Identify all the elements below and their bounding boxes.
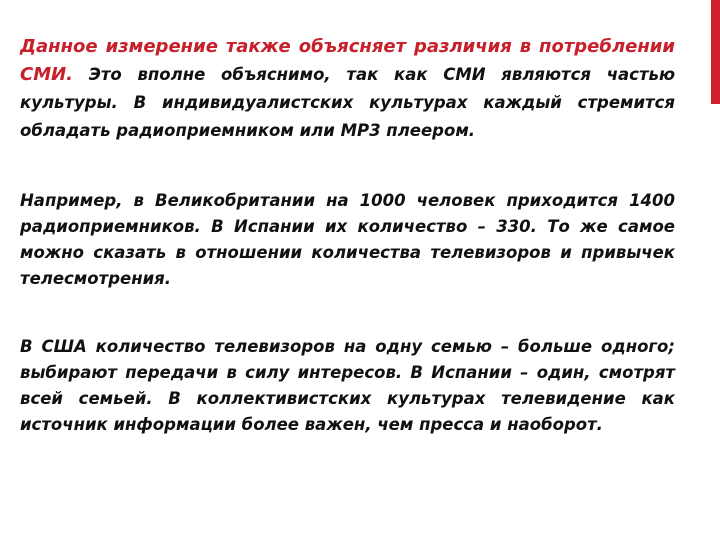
slide-content: [20, 33, 675, 438]
accent-bar: [711, 0, 720, 104]
paragraph-lead-highlight: Данное измерение также объясняет различия в потреблении СМИ.: [20, 36, 675, 85]
paragraph-uk-spain-example: Например, в Великобритании на 1000 человек приходится 1400 радиоприемников. В Испании их количество – 330. То же самое можно сказать в отношении количества телевизоров и привычек телесмотрения.: [20, 191, 675, 288]
paragraph-consumption: [20, 33, 675, 145]
paragraph-usa-example: В США количество телевизоров на одну семью – больше одного; выбирают передачи в силу интересов. В Испании – один, смотрят всей семьей. В коллективистских культурах телевидение как источник информации более важен, чем пресса и наоборот.: [20, 337, 675, 434]
paragraph-body: Это вполне объяснимо, так как СМИ являются частью культуры. В индивидуалистских культурах каждый стремится обладать радиоприемником или MP3 плеером.: [20, 65, 675, 140]
